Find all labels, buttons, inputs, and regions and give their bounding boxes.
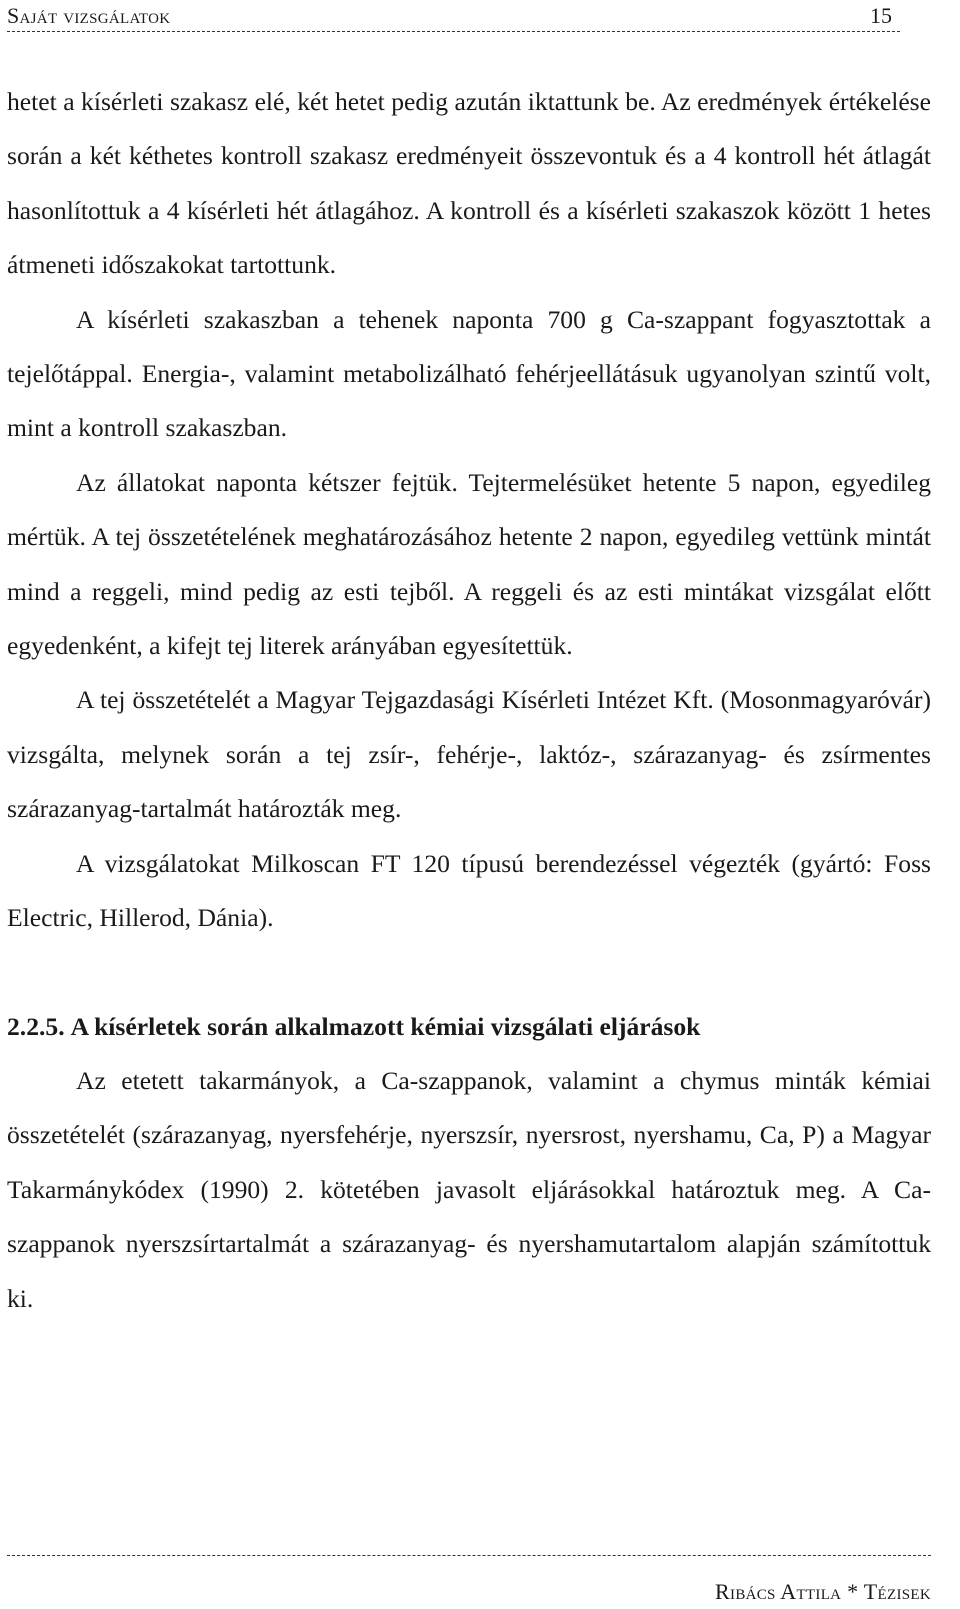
- page-footer: [7, 1555, 931, 1609]
- body-paragraph-3: Az állatokat naponta kétszer fejtük. Tejtermelésüket hetente 5 napon, egyedileg mértük. A tej összetételének meghatározásához hetente 2 napon, egyedileg vettünk mintát mind a reggeli, mind pedig az esti tejből. A reggeli és az esti mintákat vizsgálat előtt egyedenként, a kifejt tej literek arányában egyesítettük.: [7, 467, 931, 661]
- section-paragraph: Az etetett takarmányok, a Ca-szappanok, valamint a chymus minták kémiai összetételét (szárazanyag, nyersfehérje, nyerszsír, nyersrost, nyershamu, Ca, P) a Magyar Takarmánykódex (1990) 2. kötetében javasolt eljárásokkal határoztuk meg. A Ca-szappanok nyerszsírtartalmát a szárazanyag- és nyershamutartalom alapján számítottuk ki.: [7, 1065, 931, 1313]
- footer-divider: [7, 1555, 931, 1556]
- running-header-title: Saját vizsgálatok: [7, 3, 171, 28]
- section-title: A kísérletek során alkalmazott kémiai vizsgálati eljárások: [70, 1011, 701, 1041]
- header-divider: [7, 31, 900, 32]
- body-paragraph-4: A tej összetételét a Magyar Tejgazdasági Kísérleti Intézet Kft. (Mosonmagyaróvár) vizsgálta, melynek során a tej zsír-, fehérje-, laktóz-, szárazanyag- és zsírmentes szárazanyag-tartalmát határozták meg.: [7, 685, 931, 824]
- document-body: [7, 75, 931, 1326]
- section-heading: [7, 1000, 931, 1054]
- body-paragraph-2: A kísérleti szakaszban a tehenek naponta 700 g Ca-szappant fogyasztottak a tejelőtáppal. Energia-, valamint metabolizálható fehérjeellátásuk ugyanolyan szintű volt, mint a kontroll szakaszban.: [7, 304, 931, 443]
- body-paragraph-5: A vizsgálatokat Milkoscan FT 120 típusú berendezéssel végezték (gyártó: Foss Electric, Hillerod, Dánia).: [7, 848, 931, 933]
- section-number: 2.2.5.: [7, 1011, 65, 1041]
- body-paragraph-1: hetet a kísérleti szakasz elé, két hetet pedig azután iktattunk be. Az eredmények értékelése során a két kéthetes kontroll szakasz eredményeit összevontuk és a 4 kontroll hét átlagát hasonlítottuk a 4 kísérleti hét átlagához. A kontroll és a kísérleti szakaszok között 1 hetes átmeneti időszakokat tartottunk.: [7, 87, 931, 280]
- footer-author: Ribács Attila * Tézisek: [715, 1579, 931, 1604]
- page-header: [7, 0, 900, 38]
- page-number: 15: [870, 3, 892, 28]
